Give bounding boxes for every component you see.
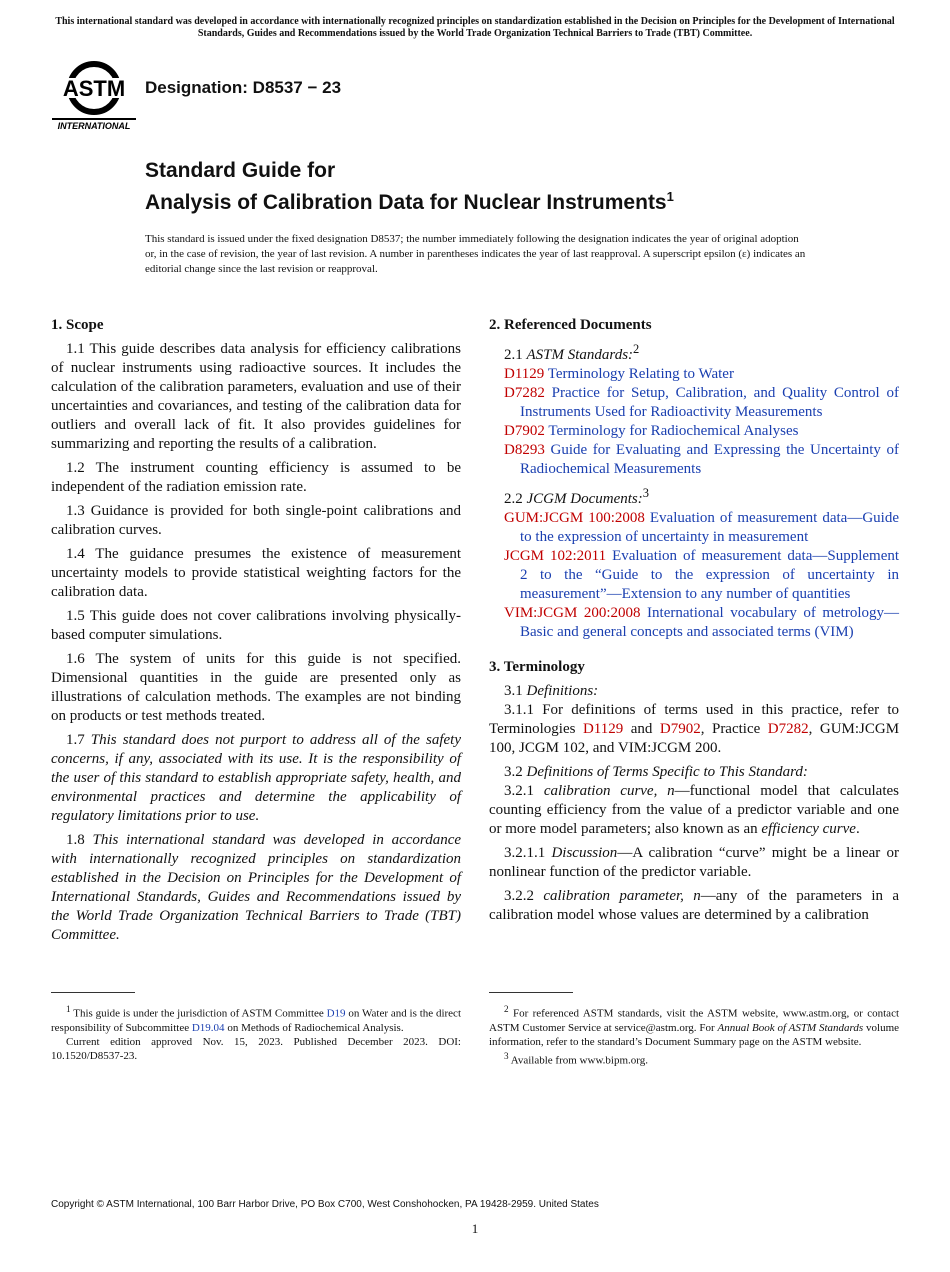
jcgm-documents-label xyxy=(489,484,899,509)
jcgm-label: JCGM Documents: xyxy=(526,491,643,507)
specific-label: Definitions of Terms Specific to This Standard: xyxy=(526,764,808,780)
term-3-2-2 xyxy=(489,887,899,925)
logo-underline xyxy=(52,118,136,120)
terminology-heading: 3. Terminology xyxy=(489,659,585,675)
right-column xyxy=(489,316,899,930)
ref-item-gum[interactable] xyxy=(489,509,899,547)
ref-item-jcgm102[interactable] xyxy=(489,547,899,604)
footnote-rule xyxy=(51,992,135,993)
title-line-1: Standard Guide for xyxy=(145,159,336,182)
term-3-1-1-practice: , Practice xyxy=(700,721,761,737)
footnote-rule xyxy=(489,992,573,993)
astm-label: ASTM Standards: xyxy=(526,347,634,363)
scope-heading: 1. Scope xyxy=(51,317,104,333)
link-d1129[interactable]: D1129 xyxy=(582,721,624,737)
ref-code[interactable]: VIM:JCGM 200:2008 xyxy=(504,605,641,621)
ref-item-d1129[interactable] xyxy=(489,365,899,384)
title-line-2-text: Analysis of Calibration Data for Nuclear Instruments xyxy=(145,191,667,214)
link-d19[interactable]: D19 xyxy=(326,1007,346,1020)
definitions-label xyxy=(489,682,899,701)
term-3-2-1-term: calibration curve, n xyxy=(543,783,675,799)
ref-code[interactable]: D7282 xyxy=(504,385,545,401)
term-3-2-1-1 xyxy=(489,844,899,882)
footnote-1-mark: 1 xyxy=(66,1004,71,1014)
footnote-1-text-a: This guide is under the jurisdiction of ASTM Committee xyxy=(73,1007,324,1020)
link-d7282[interactable]: D7282 xyxy=(767,721,809,737)
defs-num: 3.1 xyxy=(504,683,523,699)
term-3-2-1-1-label: Discussion xyxy=(551,845,618,861)
term-3-2-1-text: —functional model that calculates counting efficiency from the value of a predictor variable and one or more model parameters; also known as an xyxy=(489,783,899,837)
scope-1-7-num: 1.7 xyxy=(66,732,85,748)
ref-title[interactable]: Practice for Setup, Calibration, and Quality Control of Instruments Used for Radioactivity Measurements xyxy=(520,385,899,420)
footnote-2-mark: 2 xyxy=(504,1004,509,1014)
term-3-2-1-1-text: —A calibration “curve” might be a linear or nonlinear function of the predictor variable. xyxy=(489,845,900,880)
copyright-notice: Copyright © ASTM International, 100 Barr Harbor Drive, PO Box C700, West Conshohocken, PA 19428-2959. United States xyxy=(51,1199,599,1210)
link-d7902[interactable]: D7902 xyxy=(659,721,701,737)
scope-1-6: 1.6 The system of units for this guide is not specified. Dimensional quantities in the guide are presented only as illustrations of calculation methods. The examples are not binding on products or test methods treated. xyxy=(51,651,461,724)
footnote-1-text-b: on Water and is the direct responsibility of Subcommittee xyxy=(51,1007,461,1034)
logo-text: ASTM xyxy=(62,76,126,101)
ref-title[interactable]: Evaluation of measurement data—Supplement 2 to the “Guide to the expression of uncertainty in measurement”—Extension to any number of quantities xyxy=(520,548,900,602)
footnote-1 xyxy=(51,1002,461,1035)
footnote-3-mark: 3 xyxy=(504,1050,509,1061)
ref-title[interactable]: Evaluation of measurement data—Guide to the expression of uncertainty in measurement xyxy=(520,510,899,545)
ref-code[interactable]: JCGM 102:2011 xyxy=(504,548,607,564)
left-column xyxy=(51,316,461,950)
astm-num: 2.1 xyxy=(504,347,523,363)
ref-code[interactable]: GUM:JCGM 100:2008 xyxy=(504,510,645,526)
astm-sup: 2 xyxy=(633,342,640,356)
jcgm-num: 2.2 xyxy=(504,491,523,507)
footnote-2-text-b: volume information, refer to the standard’s Document Summary page on the ASTM website. xyxy=(489,1021,900,1048)
scope-1-5: 1.5 This guide does not cover calibrations involving physically-based computer simulations. xyxy=(51,608,461,643)
ref-code[interactable]: D7902 xyxy=(504,423,545,439)
ref-title[interactable]: Terminology Relating to Water xyxy=(547,366,734,382)
defs-label: Definitions: xyxy=(526,683,599,699)
scope-1-4: 1.4 The guidance presumes the existence of measurement uncertainty models to provide statistical weighting factors for the calibration data. xyxy=(51,546,461,600)
term-3-2-1-num: 3.2.1 xyxy=(504,783,534,799)
top-notice: This international standard was developed in accordance with internationally recognized principles on standardization established in the Decision on Principles for the Development of International Standards, Guides and Recommendations issued by the World Trade Organization Technical Barriers to Trade (TBT) Committee. xyxy=(55,16,895,39)
issue-note: This standard is issued under the fixed designation D8537; the number immediately following the designation indicates the year of original adoption or, in the case of revision, the year of last revision. A number in parentheses indicates the year of last reapproval. A superscript epsilon (ε) indicates an editorial change since the last revision or reapproval. xyxy=(145,233,806,275)
jcgm-sup: 3 xyxy=(642,486,649,500)
term-3-2-1-1-num: 3.2.1.1 xyxy=(504,845,546,861)
ref-code[interactable]: D1129 xyxy=(504,366,545,382)
link-d19-04[interactable]: D19.04 xyxy=(191,1021,225,1034)
ref-code[interactable]: D8293 xyxy=(504,442,545,458)
scope-1-1: 1.1 This guide describes data analysis for efficiency calibrations of nuclear instruments using radioactive sources. It includes the calculation of the calibration parameters, evaluation and use of their uncertainties and covariances, and testing of the calibration data for outliers and overall lack of fit. It also provides guidelines for summarizing and reporting the results of a calibration. xyxy=(51,341,461,452)
title-footnote-mark: 1 xyxy=(666,189,674,204)
ref-title[interactable]: International vocabulary of metrology—Basic and general concepts and associated terms (VIM) xyxy=(520,605,900,640)
term-3-1-1-end: , GUM:JCGM 100, JCGM 102, and VIM:JCGM 200. xyxy=(489,721,900,756)
title-line-2 xyxy=(145,184,865,216)
astm-logo xyxy=(52,58,136,132)
ref-item-d7282[interactable] xyxy=(489,384,899,422)
page-number: 1 xyxy=(471,1221,479,1236)
term-3-2-2-text: —any of the parameters in a calibration model whose values are determined by a calibration xyxy=(489,888,899,923)
ref-title[interactable]: Terminology for Radiochemical Analyses xyxy=(548,423,799,439)
term-3-2-1: 3.2.1 calibration curve, n—functional model that calculates counting efficiency from the value of a predictor variable and one or more model parameters; also known as an efficiency curve. xyxy=(489,783,899,837)
scope-1-7-text: This standard does not purport to address all of the safety concerns, if any, associated with its use. It is the responsibility of the user of this standard to establish appropriate safety, health, and environmental practices and determine the applicability of regulatory limitations prior to use. xyxy=(51,732,461,824)
scope-1-8-text: This international standard was developed in accordance with internationally recognized principles on standardization established in the Decision on Principles for the Development of International Standards, Guides and Recommendations issued by the World Trade Organization Technical Barriers to Trade (TBT) Committee. xyxy=(51,832,462,943)
ref-item-vim[interactable] xyxy=(489,604,899,642)
footnotes-left xyxy=(51,992,461,1063)
designation: Designation: D8537 − 23 xyxy=(145,78,342,97)
specific-num: 3.2 xyxy=(504,764,523,780)
term-3-2-2-num: 3.2.2 xyxy=(504,888,534,904)
term-3-1-1-and: and xyxy=(630,721,653,737)
footnote-3 xyxy=(489,1049,899,1068)
term-3-1-1 xyxy=(489,701,899,758)
astm-standards-label xyxy=(489,340,899,365)
logo-subtext: INTERNATIONAL xyxy=(57,121,131,131)
scope-1-7 xyxy=(51,731,461,826)
footnote-1-edition: Current edition approved Nov. 15, 2023. Published December 2023. DOI: 10.1520/D8537-23. xyxy=(51,1035,461,1062)
footnotes-right xyxy=(489,992,899,1067)
ref-item-d8293[interactable] xyxy=(489,441,899,479)
scope-1-8-num: 1.8 xyxy=(66,832,85,848)
footnote-3-text: Available from www.bipm.org. xyxy=(510,1054,649,1067)
term-3-1-1-text: 3.1.1 For definitions of terms used in this practice, refer to Terminologies xyxy=(489,702,899,737)
footnote-2-italic: Annual Book of ASTM Standards xyxy=(717,1021,864,1034)
document-title xyxy=(145,158,865,216)
footnote-2 xyxy=(489,1002,899,1049)
specific-definitions-label xyxy=(489,763,899,782)
footnote-2-text-a: For referenced ASTM standards, visit the ASTM website, www.astm.org, or contact ASTM Customer Service at service@astm.org. For xyxy=(489,1007,900,1034)
scope-1-8 xyxy=(51,831,461,945)
footnote-1-text-c: on Methods of Radiochemical Analysis. xyxy=(227,1021,404,1034)
ref-title[interactable]: Guide for Evaluating and Expressing the Uncertainty of Radiochemical Measurements xyxy=(520,442,899,477)
term-3-2-2-term: calibration parameter, n xyxy=(543,888,701,904)
ref-item-d7902[interactable] xyxy=(489,422,899,441)
term-3-2-1-alt: efficiency curve xyxy=(761,821,856,837)
scope-1-2: 1.2 The instrument counting efficiency is assumed to be independent of the radiation emission rate. xyxy=(51,460,461,495)
referenced-heading: 2. Referenced Documents xyxy=(489,317,652,333)
scope-1-3: 1.3 Guidance is provided for both single-point calibrations and calibration curves. xyxy=(51,503,461,538)
